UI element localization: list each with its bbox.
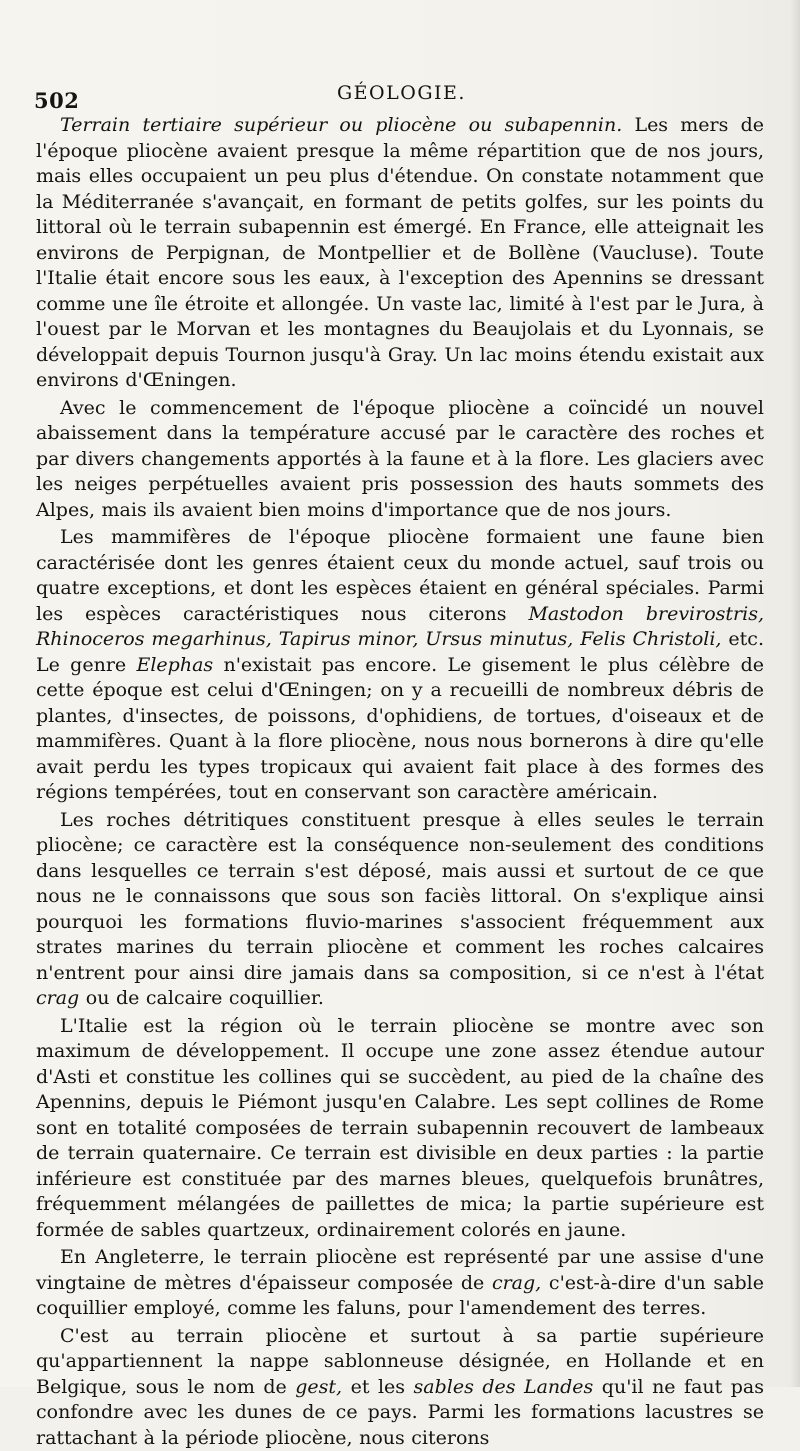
- paragraph: [36, 808, 764, 1012]
- text-run: Avec le commencement de l'époque pliocène a coïncidé un nouvel abaissement dans la température accusé par le caractère des roches et par divers changements apportés à la faune et à la flore. Les glaciers avec les neiges perpétuelles avaient pris possession des hauts sommets des Alpes, mais ils avaient bien moins d'importance que de nos jours.: [36, 397, 764, 521]
- running-title: GÉOLOGIE.: [337, 82, 466, 104]
- section-heading-italic: Terrain tertiaire supérieur ou pliocène ou subapennin.: [60, 114, 622, 136]
- text-run: ou de calcaire coquillier.: [79, 987, 324, 1009]
- text-run: Les roches détritiques constituent presque à elles seules le terrain pliocène; ce caractère est la conséquence non-seulement des conditions dans lesquelles ce terrain s'est déposé, mais aussi et surtout de ce que nous ne le connaissons que sous son faciès littoral. On s'explique ainsi pourquoi les formations fluvio-marines s'associent fréquemment aux strates marines du terrain pliocène et comment les roches calcaires n'entrent pour ainsi dire jamais dans sa composition, si ce n'est à l'état: [36, 809, 764, 984]
- paragraph: [36, 113, 764, 394]
- text-run: n'existait pas encore. Le gisement le plus célèbre de cette époque est celui d'Œningen; on y a recueilli de nombreux débris de plantes, d'insectes, de poissons, d'ophidiens, de tortues, d'oiseaux et de mammifères. Quant à la flore pliocène, nous nous bornerons à dire qu'elle avait perdu les types tropicaux qui avaient fait place à des formes des régions tempérées, tout en conservant son caractère américain.: [36, 654, 764, 804]
- text-run: c'est-à-dire d'un sable coquillier employé, comme les faluns, pour l'amendement des terres.: [36, 1272, 764, 1320]
- text-run: En Angleterre, le terrain pliocène est représenté par une assise d'une vingtaine de mètres d'épaisseur composée de: [36, 1246, 764, 1294]
- text-run: Les mammifères de l'époque pliocène formaient une faune bien caractérisée dont les genres étaient ceux du monde actuel, sauf trois ou quatre exceptions, et dont les espèces étaient en général spéciales. Parmi les espèces caractéristiques nous citerons: [36, 526, 764, 625]
- paragraph: [36, 525, 764, 806]
- paragraph: [36, 1245, 764, 1322]
- page-header: [34, 78, 774, 110]
- text-run: et les: [342, 1376, 413, 1398]
- text-run: L'Italie est la région où le terrain pliocène se montre avec son maximum de développement. Il occupe une zone assez étendue autour d'Asti et constitue les collines qui se succèdent, au pied de la chaîne des Apennins, depuis le Piémont jusqu'en Calabre. Les sept collines de Rome sont en totalité composées de terrain subapennin recouvert de lambeaux de terrain quaternaire. Ce terrain est divisible en deux parties : la partie inférieure est constituée par des marnes bleues, quelquefois brunâtres, fréquemment mélangées de paillettes de mica; la partie supérieure est formée de sables quartzeux, ordinairement colorés en jaune.: [36, 1015, 764, 1241]
- paragraph: [36, 396, 764, 524]
- genus-italic: Elephas: [136, 654, 213, 676]
- term-italic: sables des Landes: [414, 1376, 594, 1398]
- term-italic: crag,: [492, 1272, 541, 1294]
- paragraph: [36, 1014, 764, 1244]
- term-italic: crag: [36, 987, 79, 1009]
- body-text: [36, 113, 764, 1451]
- term-italic: gest,: [295, 1376, 342, 1398]
- text-run: etc. Le genre: [36, 628, 764, 676]
- paragraph: [36, 1324, 764, 1451]
- page-number: 502: [34, 88, 79, 113]
- page-gutter-shadow: [790, 0, 800, 1387]
- text-run: Les mers de l'époque pliocène avaient presque la même répartition que de nos jours, mais elles occupaient un peu plus d'étendue. On constate notamment que la Méditerranée s'avançait, en formant de petits golfes, sur les points du littoral où le terrain subapennin est émergé. En France, elle atteignait les environs de Perpignan, de Montpellier et de Bollène (Vaucluse). Toute l'Italie était encore sous les eaux, à l'exception des Apennins se dressant comme une île étroite et allongée. Un vaste lac, limité à l'est par le Jura, à l'ouest par le Morvan et les montagnes du Beaujolais et du Lyonnais, se développait depuis Tournon jusqu'à Gray. Un lac moins étendu existait aux environs d'Œningen.: [36, 114, 764, 391]
- text-run: qu'il ne faut pas confondre avec les dunes de ce pays. Parmi les formations lacustres se rattachant à la période pliocène, nous citerons: [36, 1376, 764, 1449]
- species-list-italic: Mastodon brevirostris, Rhinoceros megarhinus, Tapirus minor, Ursus minutus, Felis Christoli,: [36, 603, 764, 651]
- text-run: C'est au terrain pliocène et surtout à sa partie supérieure qu'appartiennent la nappe sablonneuse désignée, en Hollande et en Belgique, sous le nom de: [36, 1325, 764, 1398]
